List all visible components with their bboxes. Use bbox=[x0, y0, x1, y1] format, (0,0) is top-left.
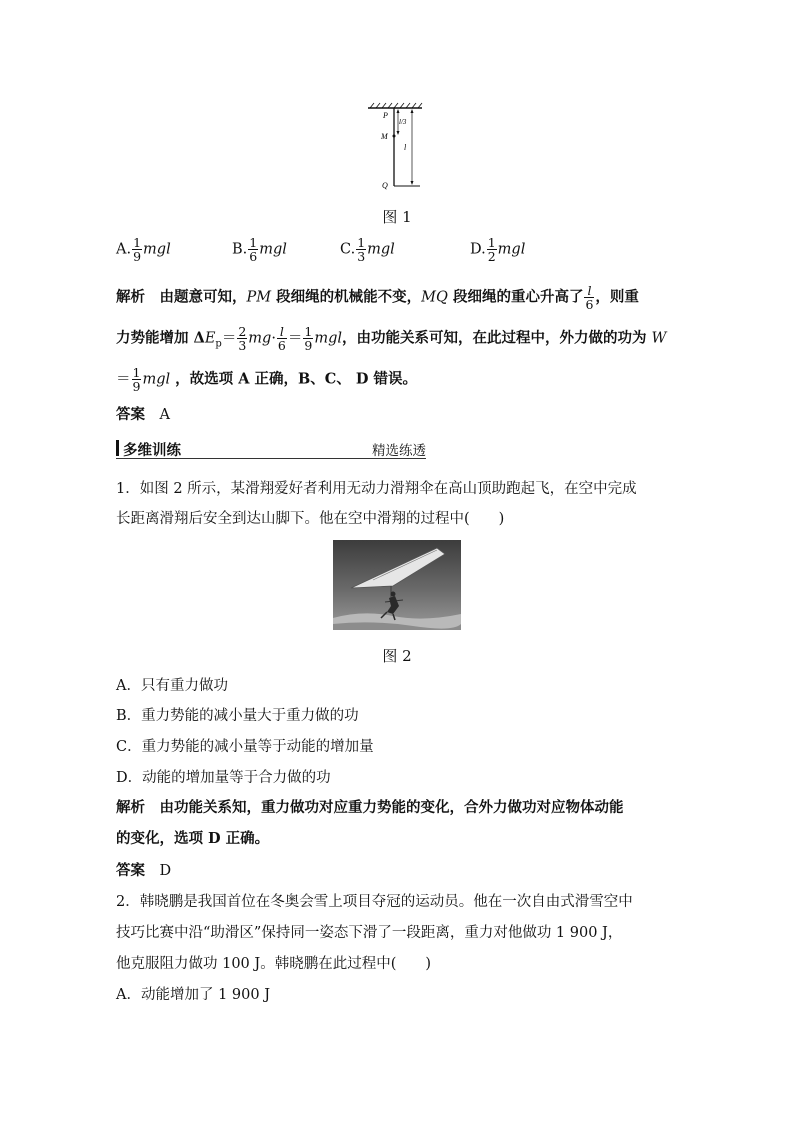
q1-analysis-line2: 的变化，选项 D 正确。 bbox=[116, 830, 270, 847]
section-subtitle: 精选练透 bbox=[372, 443, 426, 459]
option-d: D. $\frac{1}{2}$ mgl bbox=[470, 235, 526, 264]
q1-stem-line1: 1．如图 2 所示，某滑翔爱好者利用无动力滑翔伞在高山顶助跑起飞，在空中完成 bbox=[116, 481, 637, 497]
q2-stem-line2: 技巧比赛中沿“助滑区”保持同一姿态下滑了一段距离，重力对他做功 1 900 J， bbox=[116, 925, 623, 941]
q1-stem-line2: 长距离滑翔后安全到达山脚下。他在空中滑翔的过程中( ) bbox=[116, 511, 505, 527]
answer-q1: 答案 D bbox=[116, 862, 172, 879]
q2-stem-line3: 他克服阻力做功 100 J。韩晓鹏在此过程中( ) bbox=[116, 956, 432, 972]
section-bar bbox=[116, 440, 119, 456]
q1-option-c: C．重力势能的减小量等于动能的增加量 bbox=[116, 739, 374, 755]
figure-2-caption: 图 2 bbox=[382, 647, 412, 665]
q1-option-d: D．动能的增加量等于合力做的功 bbox=[116, 770, 331, 786]
q1-analysis-line1: 解析 由功能关系知，重力做功对应重力势能的变化，合外力做功对应物体动能 bbox=[116, 799, 624, 816]
figure-1-rope-diagram bbox=[362, 100, 432, 195]
label-l: l bbox=[404, 143, 407, 152]
label-q: Q bbox=[382, 181, 388, 190]
answer-q0: 答案 A bbox=[116, 406, 170, 423]
option-c: C. $\frac{1}{3}$ mgl bbox=[340, 235, 395, 264]
q2-option-a: A．动能增加了 1 900 J bbox=[116, 987, 271, 1003]
option-b: B. $\frac{1}{6}$ mgl bbox=[232, 235, 287, 264]
label-l3: l/3 bbox=[399, 118, 407, 126]
analysis-q0-line3: ＝ $\frac{1}{9}$ mgl ，故选项 A 正确，B、C、 D 错误。 bbox=[116, 365, 417, 394]
analysis-label: 解析 bbox=[116, 288, 145, 306]
figure-2-hang-glider-photo bbox=[333, 540, 461, 630]
q1-option-b: B．重力势能的减小量大于重力做的功 bbox=[116, 708, 359, 724]
figure-1-caption: 图 1 bbox=[382, 208, 412, 226]
section-title: 多维训练 bbox=[123, 442, 181, 459]
label-m: M bbox=[381, 132, 388, 141]
section-header bbox=[116, 438, 426, 459]
analysis-q0-line2: 力势能增加 $\Delta E_p=$ $\frac{2}{3}$ mg· $\frac{l}{6}$ ＝ $\frac{1}{9}$ mgl，由功能关系可知，在此过程中，外力做的功为 W bbox=[116, 324, 667, 353]
analysis-q0-line1: 解析 由题意可知，PM 段细绳的机械能不变，MQ 段细绳的重心升高了 $\frac{l}{6}$ ，则重 bbox=[116, 283, 639, 312]
q2-stem-line1: 2．韩晓鹏是我国首位在冬奥会雪上项目夺冠的运动员。他在一次自由式滑雪空中 bbox=[116, 894, 633, 910]
q1-option-a: A．只有重力做功 bbox=[116, 678, 228, 694]
ceiling bbox=[368, 103, 422, 108]
point-m bbox=[393, 135, 396, 138]
label-p: P bbox=[383, 111, 388, 120]
option-a: A. $\frac{1}{9}$ mgl bbox=[116, 235, 171, 264]
